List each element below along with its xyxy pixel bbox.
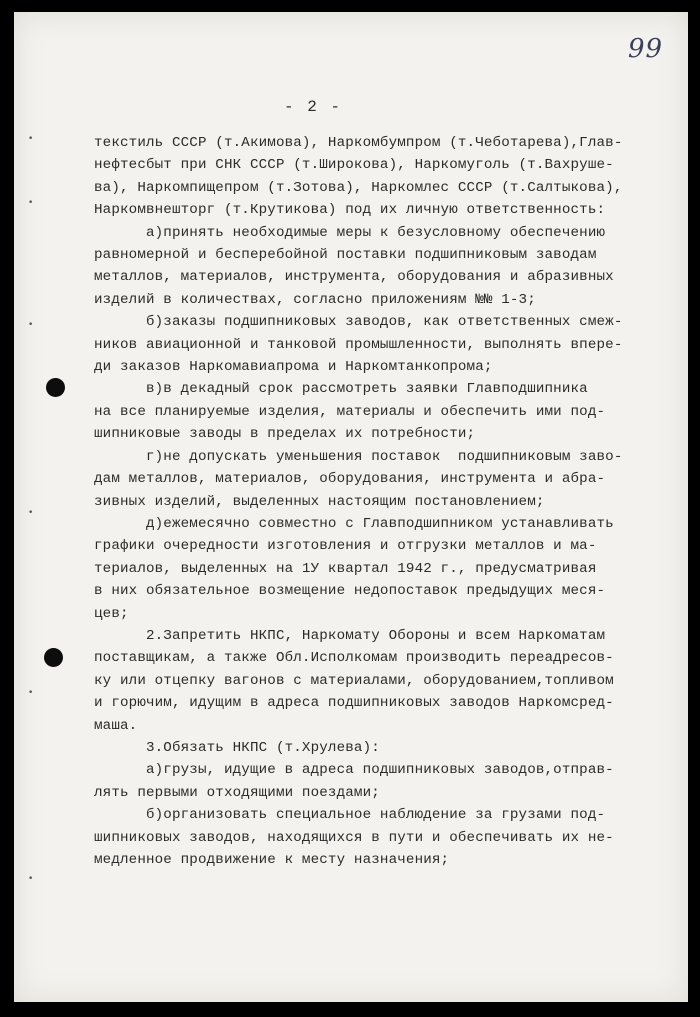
text-line: зивных изделий, выделенных настоящим постановлением;	[94, 493, 545, 510]
text-line: ников авиационной и танковой промышленности, выполнять впере-	[94, 336, 623, 353]
text-line: а)принять необходимые меры к безусловному обеспечению	[94, 224, 606, 241]
text-line: ди заказов Наркомавиапрома и Наркомтанкопрома;	[94, 359, 493, 376]
text-line: дам металлов, материалов, оборудования, инструмента и абра-	[94, 471, 606, 488]
text-line: в них обязательное возмещение недопоставок предыдущих меся-	[94, 583, 606, 600]
document-page	[14, 12, 688, 1002]
text-line: г)не допускать уменьшения поставок подшипниковым заво-	[94, 448, 623, 465]
text-line: металлов, материалов, инструмента, оборудования и абразивных	[94, 269, 614, 286]
document-body	[94, 132, 674, 871]
text-line: текстиль СССР (т.Акимова), Наркомбумпром (т.Чеботарева),Глав-	[94, 135, 623, 151]
text-line: поставщикам, а также Обл.Исполкомам производить переадресов-	[94, 650, 614, 667]
margin-tick-mark: •	[28, 320, 34, 330]
text-line: 3.Обязать НКПС (т.Хрулева):	[94, 739, 380, 756]
margin-tick-mark: •	[28, 198, 34, 208]
text-line: Наркомвнешторг (т.Крутикова) под их личную ответственность:	[94, 202, 606, 219]
text-line: изделий в количествах, согласно приложениям №№ 1-3;	[94, 291, 536, 308]
text-line: д)ежемесячно совместно с Главподшипником устанавливать	[94, 515, 614, 532]
text-line: медленное продвижение к месту назначения;	[94, 852, 450, 868]
margin-tick-mark: •	[28, 874, 34, 884]
text-line: шипниковых заводов, находящихся в пути и обеспечивать их не-	[94, 829, 614, 846]
punch-hole-bottom	[44, 648, 63, 667]
handwritten-page-number: 99	[628, 34, 664, 64]
text-line: и горючим, идущим в адреса подшипниковых заводов Наркомсред-	[94, 695, 614, 712]
text-line: б)заказы подшипниковых заводов, как ответственных смеж-	[94, 314, 623, 331]
text-line: цев;	[94, 605, 129, 622]
text-line: лять первыми отходящими поездами;	[94, 784, 380, 801]
margin-tick-mark: •	[28, 134, 34, 144]
text-line: ку или отцепку вагонов с материалами, оборудованием,топливом	[94, 672, 614, 689]
text-line: шипниковые заводы в пределах их потребности;	[94, 426, 476, 443]
page-number: - 2 -	[284, 98, 343, 116]
text-line: маша.	[94, 717, 138, 734]
margin-tick-mark: •	[28, 508, 34, 518]
text-line: 2.Запретить НКПС, Наркомату Обороны и всем Наркоматам	[94, 627, 606, 644]
text-line: териалов, выделенных на 1У квартал 1942 г., предусматривая	[94, 560, 597, 577]
margin-tick-mark: •	[28, 688, 34, 698]
text-line: нефтесбыт при СНК СССР (т.Широкова), Наркомуголь (т.Вахруше-	[94, 157, 614, 174]
text-line: б)организовать специальное наблюдение за грузами под-	[94, 807, 606, 824]
text-line: в)в декадный срок рассмотреть заявки Главподшипника	[94, 381, 588, 398]
text-line: ва), Наркомпищепром (т.Зотова), Наркомлес СССР (т.Салтыкова),	[94, 179, 623, 196]
text-line: равномерной и бесперебойной поставки подшипниковым заводам	[94, 247, 597, 264]
text-line: графики очередности изготовления и отгрузки металлов и ма-	[94, 538, 597, 555]
punch-hole-top	[46, 378, 65, 397]
text-line: на все планируемые изделия, материалы и обеспечить ими под-	[94, 403, 606, 420]
text-line: а)грузы, идущие в адреса подшипниковых заводов,отправ-	[94, 762, 614, 779]
